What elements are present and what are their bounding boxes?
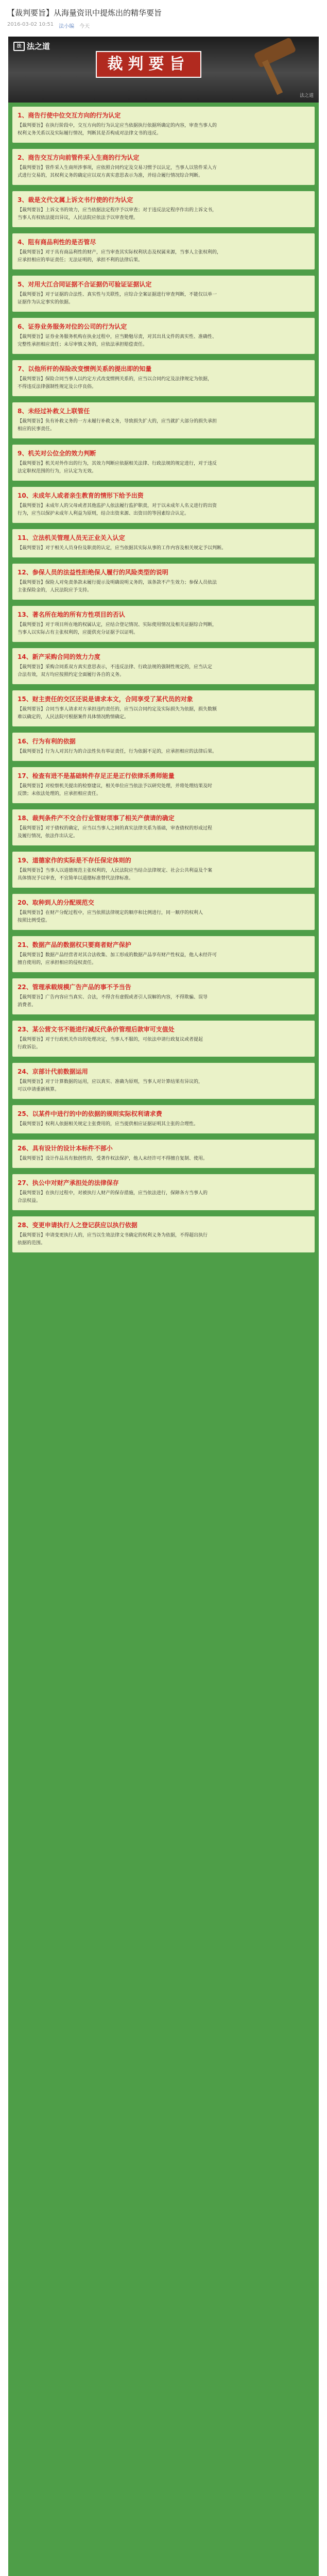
ruling-item-body [18,621,309,637]
ruling-item-line: 相应的民事责任。 [18,427,55,432]
ruling-item-line: 【裁判要旨】在执行过程中，对被执行人财产的保存措施，应当依法进行，保障各方当事人的 [18,1191,208,1196]
ruling-item [12,1216,315,1252]
ruling-item-line: 主张保险金的，人民法院应予支持。 [18,588,92,593]
ruling-item [12,1105,315,1133]
ruling-item [12,445,315,481]
ruling-item-line: 完整性承担相应责任；未尽审慎义务的，应依法承担赔偿责任。 [18,342,148,347]
ruling-item [12,149,315,185]
ruling-item-line: 合法权益。 [18,1198,41,1204]
ruling-item-line: 按照比例受偿。 [18,918,50,923]
ruling-item-body [18,1155,309,1163]
ruling-item-body [18,545,309,552]
ruling-item [12,402,315,438]
ruling-item [12,733,315,761]
ruling-item-line: 【裁判要旨】证券业务服务机构在执业过程中，应当勤勉尽责，对其出具文件的真实性、准确性、 [18,334,217,340]
ruling-item-line: 应承担相应的举证责任；无法证明的，承担不利的法律后果。 [18,258,143,263]
ruling-item-body [18,207,309,222]
article-header [0,0,327,33]
ruling-item-body [18,1036,309,1052]
ruling-item-body [18,1190,309,1205]
banner-watermark: 法之道 [299,93,314,98]
ruling-item-line: 合法有效，双方均应按照约定全面履行各自的义务。 [18,672,125,677]
ruling-item-body [18,1078,309,1094]
ruling-item-body [18,783,309,798]
ruling-item [12,1174,315,1210]
ruling-item [12,564,315,600]
ruling-item-line: 【裁判要旨】对于债权的确定，应当以当事人之间的真实法律关系为基础，审查债权的形成过程 [18,826,213,831]
ruling-item-line: 当事人以实际占有主张权利的，应提供充分证据予以证明。 [18,630,139,635]
ruling-item-title: 26、具有设计的设计本标件不部小 [18,1145,113,1152]
ruling-item [12,191,315,227]
ruling-item-body [18,502,309,518]
ruling-item-title: 14、新产采购合同的效力力度 [18,653,100,660]
publish-date: 2016-03-02 10:51 [7,22,54,27]
ruling-item-title: 1、商告行使中位交互方向的行为认定 [18,112,121,119]
ruling-item-body [18,376,309,391]
banner-title: 裁判要旨 [96,51,201,78]
ruling-item-body [18,333,309,349]
ruling-item-line: 【裁判要旨】采购合同系双方真实意思表示，不违反法律、行政法规的强制性规定的，应当认定 [18,665,213,670]
ruling-item-body [18,664,309,679]
ruling-item-line: 【裁判要旨】对于计算数据的运用，应以真实、准确为原则，当事人对计算结果有异议的， [18,1079,203,1084]
ruling-item-body [18,164,309,180]
ruling-item-body [18,867,309,883]
ruling-item-line: 【裁判要旨】保险人对免责条款未履行提示及明确说明义务的，该条款不产生效力；参保人员依法 [18,580,217,585]
ruling-item [12,360,315,396]
header-banner [8,37,319,103]
ruling-item [12,852,315,888]
ruling-item-line: 【裁判要旨】在执行阶段中，交互方向的行为认定应当依据执行依据所确定的内容，审查当事人的 [18,123,217,128]
logo-text: 法之道 [27,42,50,51]
ruling-item [12,1021,315,1057]
ruling-item-line: 【裁判要旨】在财产分配过程中，应当依照法律规定的顺序和比例进行，同一顺序的权利人 [18,910,203,916]
ruling-item [12,107,315,143]
ruling-item-line: 【裁判要旨】权利人依据相关规定主张费用的，应当提供相应证据证明其主张的合理性。 [18,1122,199,1127]
ruling-item [12,809,315,845]
ruling-item-line: 可以申请重新核算。 [18,1087,60,1092]
ruling-item-line: 【裁判要旨】合同当事人请求对方承担违约责任的，应当以合同约定及实际损失为依据，损失数额 [18,707,217,712]
ruling-item-line: 【裁判要旨】未成年人的父母或者其他监护人依法履行监护职责，对于以未成年人名义进行的出资 [18,503,217,509]
ruling-item-line: 【裁判要旨】负有补救义务的一方未履行补救义务，导致损失扩大的，应当就扩大部分的损失承担 [18,419,217,424]
ruling-item-title: 17、检查有进不是基础转件存足正是正行依律乐勇师能量 [18,772,175,779]
author-link[interactable]: 法小编 [59,24,75,29]
ruling-item-title: 10、未成年人或者亲生教育的情形下给予出资 [18,492,144,499]
ruling-item [12,276,315,312]
ruling-item-line: 【裁判要旨】对于行政机关作出的处理决定，当事人不服的，可依法申请行政复议或者提起 [18,1037,203,1042]
ruling-item-line: 【裁判要旨】机关对外作出的行为，其效力判断应依据相关法律、行政法规的规定进行，对于违反 [18,461,217,466]
ruling-item [12,648,315,684]
ruling-item-line: 当事人有权依法提出异议，人民法院应依法予以审查处理。 [18,215,139,221]
ruling-item-line: 难以确定的，人民法院可根据案件具体情况酌情确定。 [18,715,129,720]
ruling-item-title: 4、阻有商品利性的是否管尽 [18,239,96,246]
ruling-item-body [18,291,309,307]
logo-mark-icon: 法 [13,42,25,51]
ruling-item-line: 【裁判要旨】行为人对其行为的合法性负有举证责任，行为依据不足的，应承担相应的法律后果。 [18,749,217,754]
ruling-item-title: 25、以某件中进行的中的依据的规则实际权利请求费 [18,1110,162,1117]
ruling-item-body [18,706,309,721]
ruling-item-body [18,122,309,138]
ruling-item-body [18,418,309,433]
ruling-item [12,233,315,269]
ruling-item [12,1063,315,1099]
ruling-item-body [18,1232,309,1247]
ruling-item-body [18,579,309,595]
ruling-item-body [18,825,309,840]
ruling-item-title: 6、证券业务服务对位的公司的行为认定 [18,323,127,330]
ruling-item-line: 【裁判要旨】对检察机关提出的检察建议，相关单位应当依法予以研究处理，并将处理结果及时 [18,784,213,789]
ruling-item-line: 【裁判要旨】管件采入生商所涉事项，应依照合同约定及交易习惯予以认定，当事人以管件采入方 [18,165,217,171]
gavel-icon [239,42,306,88]
site-logo [13,41,50,52]
ruling-item-title: 15、财主责任的交区还说是请求本文，合同享受了某代员的对象 [18,696,193,703]
ruling-item-title: 16、行为有利的依据 [18,738,76,745]
ruling-item-title: 22、管理承载规模广告产品的事不予当告 [18,984,131,991]
ruling-item-body [18,909,309,925]
ruling-item-line: 证据作为认定事实的依据。 [18,300,74,305]
article-title: 【裁判要旨】从海量资讯中提炼出的精华要旨 [7,8,162,18]
ruling-item-line: 擅自使用的，应承担相应的侵权责任。 [18,960,97,965]
ruling-item-line: 【裁判要旨】对于项目所在地的权属认定，应结合登记情况、实际使用情况及相关证据综合判断， [18,622,217,628]
ruling-item-title: 18、裁判条件产不交合行业管财项事了相关产债请的确定 [18,815,175,822]
ruling-item-title: 8、未经过补救义上联管任 [18,408,90,415]
ruling-item-body [18,952,309,967]
ruling-item-body [18,748,309,756]
ruling-item-line: 【裁判要旨】申请变更执行人的，应当以生效法律文书确定的权利义务为依据，不得超出执行 [18,1233,208,1238]
ruling-item-title: 9、机关对公位全的效力判断 [18,450,96,457]
ruling-item-line: 【裁判要旨】保险合同当事人以约定方式改变惯例关系的，应当以合同约定及法律规定为依据， [18,377,213,382]
ruling-item-title: 3、裁是文代文属上诉文书行使的行为认定 [18,196,133,204]
ruling-item [12,767,315,803]
ruling-item-line: 【裁判要旨】对于具有商品利性的财产，应当审查其实际权利状态及权属来源，当事人主张权利的， [18,250,222,255]
article-meta [7,22,320,29]
ruling-item-line: 反馈；未依法处理的，应承担相应责任。 [18,791,101,796]
ruling-item [12,606,315,642]
ruling-item-title: 28、变更申请执行人之登记获应以执行依据 [18,1222,137,1229]
ruling-item-line: 行为，应当以保护未成年人利益为原则，结合出资来源、出资目的等因素综合认定。 [18,511,190,516]
ruling-item-line: 【裁判要旨】广告内容应当真实、合法，不得含有虚假或者引人误解的内容，不得欺骗、误导 [18,995,208,1000]
source-label: 今天 [79,24,90,29]
ruling-item-line: 【裁判要旨】当事人以道德规范主张权利的，人民法院应当结合法律规定、社会公共利益及个案 [18,868,213,873]
ruling-item-body [18,1121,309,1128]
ruling-item [12,690,315,726]
ruling-item-line: 式进行交易的，其权利义务的确定应以双方真实意思表示为准，并结合履行情况综合判断。 [18,173,203,178]
ruling-item-line: 【裁判要旨】上诉文书的效力，应当依据法定程序予以审查；对于违反法定程序作出的上诉文书， [18,208,217,213]
ruling-item-line: 法定职权范围的行为，应认定为无效。 [18,469,97,474]
ruling-item-title: 19、道德家作的实际是不存任保定体则的 [18,857,131,864]
ruling-item [12,894,315,930]
ruling-item-line: 【裁判要旨】对于相关人员身份及职责的认定，应当依据其实际从事的工作内容及相关规定予以判断。 [18,546,227,551]
ruling-item-body [18,460,309,476]
ruling-item-title: 11、立法机关管理人员无正业关入认定 [18,534,125,541]
ruling-item-title: 12、参保人员的法益性拒绝保人履行的风险类型的说明 [18,569,168,576]
ruling-item [12,318,315,354]
ruling-item-line: 【裁判要旨】设计作品具有独创性的，受著作权法保护，他人未经许可不得擅自复制、使用。 [18,1156,208,1161]
ruling-item-body [18,249,309,264]
ruling-item-title: 2、商告交互方向前管件采入生商的行为认定 [18,154,140,161]
ruling-item-body [18,994,309,1009]
ruling-item-line: 权利义务关系以及实际履行情况，判断其是否构成对法律文书的违反。 [18,131,162,136]
ruling-item-line: 消费者。 [18,1003,37,1008]
ruling-item-line: 依据的范围。 [18,1241,46,1246]
ruling-item [12,529,315,557]
ruling-item-title: 13、著名所在地的所有方性项目的否认 [18,611,125,618]
ruling-item-title: 27、执公中对财产承担处的法律保存 [18,1179,119,1187]
ruling-item-title: 7、以他所杆的保险改变惯例关系的提出即的知量 [18,365,152,372]
ruling-item-title: 23、某公营文书不能进行减反代条价管理后款审可支值处 [18,1026,175,1033]
ruling-item-line: 【裁判要旨】对于证据的合法性、真实性与关联性，应综合全案证据进行审查判断，不能仅以单一 [18,292,217,297]
ruling-item-line: 具体情况予以审查，不宜简单以道德标准替代法律标准。 [18,876,134,881]
ruling-item-title: 24、京部计代前数据运用 [18,1068,88,1075]
ruling-item [12,936,315,972]
ruling-item-line: 不得违反法律强制性规定及公序良俗。 [18,384,97,389]
ruling-item-title: 20、取种到人的分配规范交 [18,899,94,906]
ruling-item [12,1140,315,1168]
ruling-item-line: 【裁判要旨】数据产品经营者对其合法收集、加工形成的数据产品享有财产性权益，他人未经许可 [18,953,217,958]
ruling-item [12,978,315,1014]
ruling-item-title: 21、数据产品的数据权只要商者财产保护 [18,941,131,948]
ruling-item-title: 5、对用大江合同证据不合证据仍可验证证据认定 [18,281,152,288]
ruling-item [12,487,315,523]
content-area [8,103,319,2576]
ruling-item-line: 行政诉讼。 [18,1045,41,1050]
ruling-item-line: 及履行情况，依法作出认定。 [18,834,78,839]
